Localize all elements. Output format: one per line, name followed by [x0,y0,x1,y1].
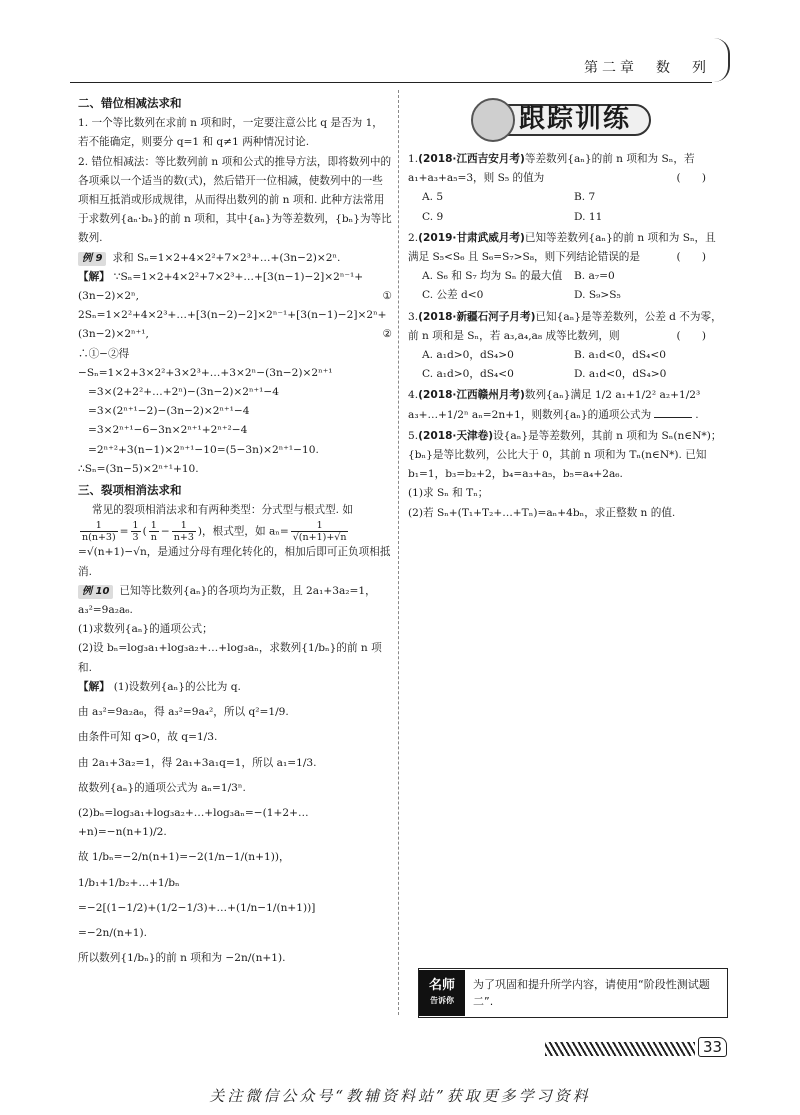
question-5-part-1: (1)求 Sₙ 和 Tₙ； [408,487,489,500]
example-9-line-8: =2ⁿ⁺²+3(n−1)×2ⁿ⁺¹−10=(5−3n)×2ⁿ⁺¹−10. [88,443,319,456]
left-column [78,92,392,968]
header-ornament [714,38,730,82]
example-10-s6: (2)bₙ=log₃a₁+log₃a₂+…+log₃aₙ=−(1+2+…+n)=−n(n+1)/2. [78,806,309,839]
footer-note: 关注微信公众号“教辅资料站”获取更多学习资料 [209,1087,591,1105]
choice-b: B. a₇=0 [574,270,615,283]
example-9-text: 求和 Sₙ=1×2+4×2²+7×2³+…+(3n−2)×2ⁿ. [112,251,341,264]
page-hatch-decoration [545,1042,695,1056]
example-10-q1: (1)求数列{aₙ}的通项公式； [78,623,213,636]
question-4: 4.(2018·江西赣州月考)数列{aₙ}满足 1/2 a₁+1/2² a₂+1/2³ a₃+…+1/2ⁿ aₙ=2n+1，则数列{aₙ}的通项公式为 . [408,389,701,421]
choice-c: C. 9 [422,210,444,223]
section-2-point-1: 1. 一个等比数列在求前 n 项和时，一定要注意公比 q 是否为 1，若不能确定，则要分 q=1 和 q≠1 两种情况讨论. [78,117,383,149]
answer-parens: ( ) [676,329,706,342]
question-5: 5.(2018·天津卷)设{aₙ}是等差数列，其前 n 项和为 Sₙ(n∈N*)；{bₙ}是等比数列，公比大于 0，其前 n 项和为 Tₙ(n∈N*). 已知 b₁=1，b₃=b₂+2，b₄=a₃+a₅，b₅=a₄+2a₆. (1)求 Sₙ 和 Tₙ； (2)若 Sₙ+(T₁+T₂+…+Tₙ)=aₙ+4bₙ，求正整数 n 的值. [408,427,726,523]
practice-title-badge [483,104,651,135]
answer-blank [654,417,692,418]
example-10-s11: 所以数列{1/bₙ}的前 n 项和为 −2n/(n+1). [78,952,286,965]
practice-banner [408,98,726,142]
solution-label: 【解】 [78,680,110,693]
question-3: 3.(2018·新疆石河子月考)已知{aₙ}是等差数列，公差 d 不为零，前 n 项和是 Sₙ，若 a₃,a₄,a₈ 成等比数列，则 ( ) A. a₁d>0，dS₄>0 B. a₁d<0，dS₄<0 C. a₁d>0，dS₄<0 D. a₁d<0，dS₄>0 [408,308,726,385]
fraction: $\frac{1}{3}$ [132,520,139,544]
example-9-badge: 例 9 [78,252,106,266]
choice-b: B. a₁d<0，dS₄<0 [574,349,666,362]
example-10-s8: 1/b₁+1/b₂+…+1/bₙ [78,876,180,889]
choices [408,346,726,384]
column-divider [398,90,399,1015]
fraction: $\frac{1}{n}$ [150,520,157,544]
section-3-text-a: 常见的裂项相消法求和有两种类型：分式型与根式型. 如 [92,504,353,517]
choice-d: D. 11 [574,210,603,223]
chapter-header: 第二章 数 列 [584,60,710,76]
right-column [408,92,726,525]
flower-icon [471,98,515,142]
section-3-formula: $\frac{1}{n(n+3)}$ = $\frac{1}{3}$ ( $\frac{1}{n}$ − $\frac{1}{n+3}$ )，根式型，如 aₙ= $\frac{1}{√(n+1)+√n}$ [82,520,347,544]
teacher-tip-box [418,968,728,1018]
question-1: 1.(2018·江西吉安月考)等差数列{aₙ}的前 n 项和为 Sₙ，若 a₁+a₃+a₅=3，则 S₅ 的值为 ( ) A. 5 B. 7 C. 9 D. 11 [408,150,726,227]
fraction: $\frac{1}{n+3}$ [173,520,194,544]
example-10-s4: 由 2a₁+3a₂=1，得 2a₁+3a₁q=1，所以 a₁=1/3. [78,756,317,769]
example-10-s1: 【解】 (1)设数列{aₙ}的公比为 q. [78,680,241,693]
example-10-s2: 由 a₃²=9a₂a₆，得 a₃²=9a₄²，所以 q²=1/9. [78,706,289,719]
example-10-s10: =−2n/(n+1). [78,926,147,939]
choices [408,267,726,305]
choices [408,188,726,226]
choice-d: D. a₁d<0，dS₄>0 [574,368,667,381]
example-10-text: 已知等比数列{aₙ}的各项均为正数，且 2a₁+3a₂=1，a₃²=9a₂a₆. [78,584,376,617]
teacher-tip-badge: 名师 告诉你 [419,970,465,1016]
choice-c: C. a₁d>0，dS₄<0 [422,368,514,381]
choice-b: B. 7 [574,191,596,204]
section-2-point-2: 2. 错位相减法：等比数列前 n 项和公式的推导方法，即将数列中的各项乘以一个适当的数(式)，然后错开一位相减，使数列中的一些项相互抵消或形成规律，从而得出数列的前 n 项和. 此种方法常用于求数列{aₙ·bₙ}的前 n 项和，其中{aₙ}为等差数列，{bₙ}为等比数列. [78,155,392,245]
header-rule [70,82,712,83]
answer-parens: ( ) [676,172,706,185]
question-2: 2.(2019·甘肃武威月考)已知等差数列{aₙ}的前 n 项和为 Sₙ，且满足 S₅<S₆ 且 S₆=S₇>S₈，则下列结论错误的是 ( ) A. S₆ 和 S₇ 均为 Sₙ 的最大值 B. a₇=0 C. 公差 d<0 D. S₉>S₅ [408,229,726,306]
example-10-s3: 由条件可知 q>0，故 q=1/3. [78,731,218,744]
solution-label: 【解】 [78,270,110,283]
example-10-q2: (2)设 bₙ=log₃a₁+log₃a₂+…+log₃aₙ，求数列{1/bₙ}的前 n 项和. [78,642,382,674]
section-3-text-c: =√(n+1)−√n，是通过分母有理化转化的，相加后即可正负项相抵消. [78,546,391,578]
example-9-line-1: 【解】 ∵Sₙ=1×2+4×2²+7×2³+…+[3(n−1)−2]×2ⁿ⁻¹+(3n−2)×2ⁿ, ① [78,270,392,303]
fraction: $\frac{1}{√(n+1)+√n}$ [292,520,347,544]
answer-parens: ( ) [676,251,706,264]
practice-title: 跟踪训练 [518,104,631,135]
choice-c: C. 公差 d<0 [422,289,484,302]
choice-a: A. S₆ 和 S₇ 均为 Sₙ 的最大值 [422,270,563,283]
example-10-stem [78,582,392,620]
example-10-s5: 故数列{aₙ}的通项公式为 aₙ=1/3ⁿ. [78,781,246,794]
example-9-line-3: ∴①−②得 [78,347,130,360]
example-9-line-9: ∴Sₙ=(3n−5)×2ⁿ⁺¹+10. [78,462,199,475]
choice-d: D. S₉>S₅ [574,289,621,302]
example-9-line-5: =3×(2+2²+…+2ⁿ)−(3n−2)×2ⁿ⁺¹−4 [88,386,280,399]
example-10-s7: 故 1/bₙ=−2/n(n+1)=−2(1/n−1/(n+1))， [78,851,290,864]
example-9-line-4: −Sₙ=1×2+3×2²+3×2³+…+3×2ⁿ−(3n−2)×2ⁿ⁺¹ [78,366,333,379]
choice-a: A. a₁d>0，dS₄>0 [422,349,514,362]
example-9-line-6: =3×(2ⁿ⁺¹−2)−(3n−2)×2ⁿ⁺¹−4 [88,405,250,418]
example-9-stem [78,249,392,268]
page-number: 33 [698,1037,727,1057]
fraction: $\frac{1}{n(n+3)}$ [82,520,116,544]
example-9-line-7: =3×2ⁿ⁺¹−6−3n×2ⁿ⁺¹+2ⁿ⁺²−4 [88,424,248,437]
section-3-title: 三、裂项相消法求和 [78,483,182,498]
section-2-title: 二、错位相减法求和 [78,96,182,110]
choice-a: A. 5 [422,191,444,204]
example-10-s9: =−2[(1−1/2)+(1/2−1/3)+…+(1/n−1/(n+1))] [78,901,316,914]
teacher-tip-text: 为了巩固和提升所学内容，请使用“阶段性测试题二”. [473,978,710,1008]
example-10-badge: 例 10 [78,585,113,599]
example-9-line-2: 2Sₙ=1×2²+4×2³+…+[3(n−2)−2]×2ⁿ⁻¹+[3(n−1)−2]×2ⁿ+(3n−2)×2ⁿ⁺¹, ② [78,309,392,341]
question-5-part-2: (2)若 Sₙ+(T₁+T₂+…+Tₙ)=aₙ+4bₙ，求正整数 n 的值. [408,506,676,519]
